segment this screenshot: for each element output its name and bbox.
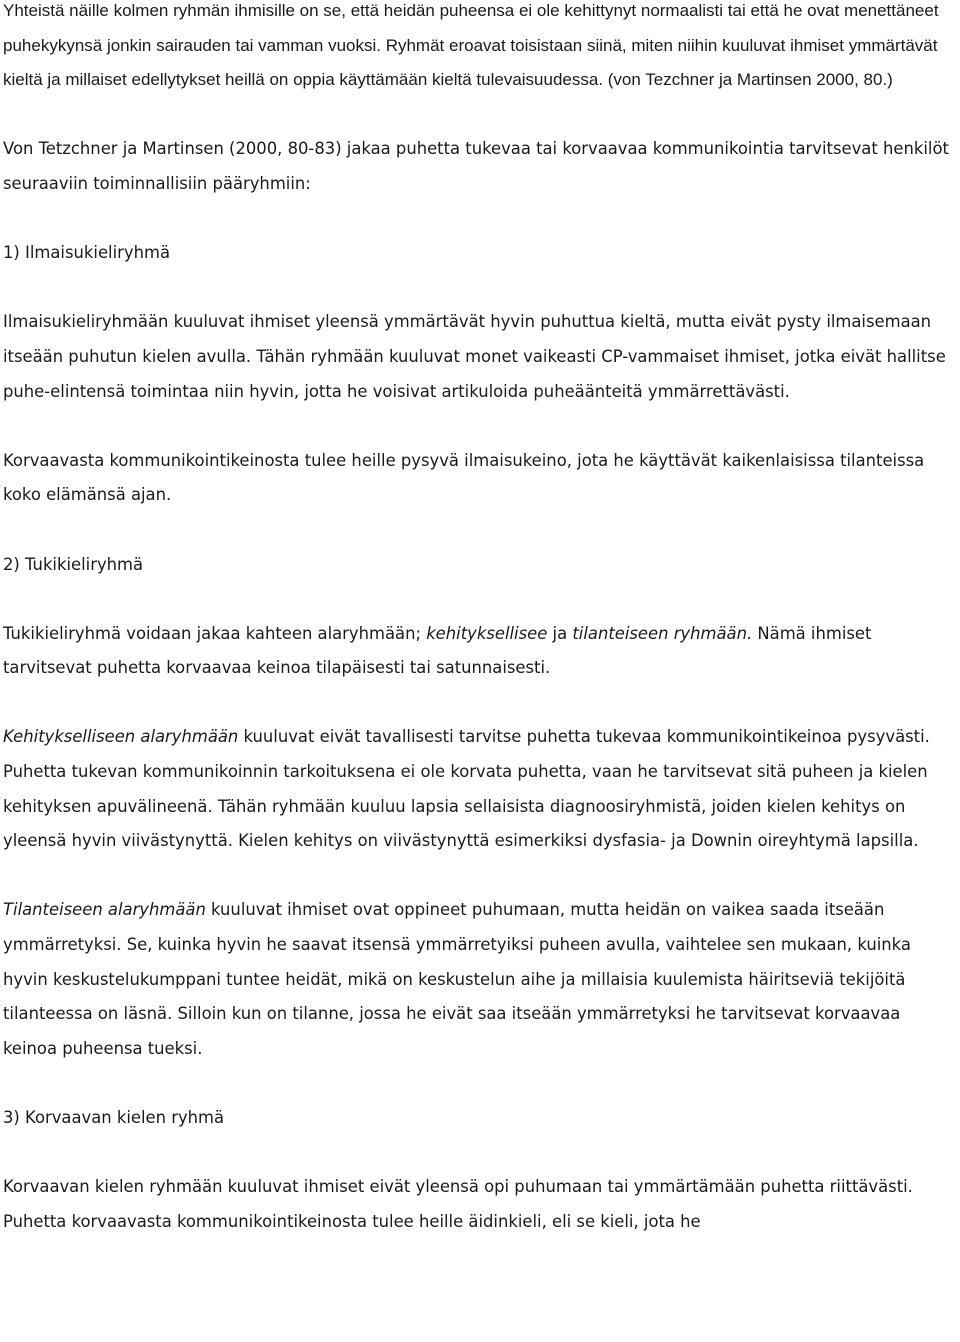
paragraph-supportive-language-group bbox=[3, 617, 957, 686]
text-span: Tukikieliryhmä voidaan jakaa kahteen alaryhmään; bbox=[3, 623, 427, 643]
paragraph-alternative-language-group: Korvaavan kielen ryhmään kuuluvat ihmiset eivät yleensä opi puhumaan tai ymmärtämään puhetta riittävästi. Puhetta korvaavasta kommunikointikeinosta tulee heille äidinkieli, eli se kieli, jota he bbox=[3, 1177, 913, 1231]
paragraph-permanent-means: Korvaavasta kommunikointikeinosta tulee heille pysyvä ilmaisukeino, jota he käyttävät kaikenlaisissa tilanteissa koko elämänsä ajan. bbox=[3, 450, 925, 505]
heading-expressive-language-group: 1) Ilmaisukieliryhmä bbox=[3, 243, 170, 263]
italic-term-situational-subgroup: Tilanteiseen alaryhmään bbox=[3, 900, 206, 920]
paragraph-developmental-subgroup bbox=[3, 720, 957, 858]
document-page bbox=[3, 0, 957, 1239]
heading-supportive-language-group: 2) Tukikieliryhmä bbox=[3, 554, 144, 574]
italic-term-developmental-subgroup: Kehitykselliseen alaryhmään bbox=[3, 727, 239, 747]
paragraph-classification: Von Tetzchner ja Martinsen (2000, 80-83) jakaa puhetta tukevaa tai korvaavaa kommunikointia tarvitsevat henkilöt seuraaviin toiminnallisiin pääryhmiin: bbox=[3, 139, 949, 193]
text-span: ja bbox=[547, 623, 573, 643]
paragraph-expressive-language-group: Ilmaisukieliryhmään kuuluvat ihmiset yleensä ymmärtävät hyvin puhuttua kieltä, mutta eivät pysty ilmaisemaan itseään puhutun kielen avulla. Tähän ryhmään kuuluvat monet vaikeasti CP-vammaiset ihmiset, jotka eivät hallitse puhe-elintensä toimintaa niin hyvin, jotta he voisivat artikuloida puheäänteitä ymmärrettävästi. bbox=[3, 312, 946, 401]
italic-term-developmental: kehityksellisee bbox=[426, 623, 548, 643]
heading-alternative-language-group: 3) Korvaavan kielen ryhmä bbox=[3, 1108, 225, 1127]
italic-term-situational: tilanteiseen ryhmään. bbox=[572, 623, 753, 643]
paragraph-intro: Yhteistä näille kolmen ryhmän ihmisille on se, että heidän puheensa ei ole kehittynyt normaalisti tai että he ovat menettäneet puhekykynsä jonkin sairauden tai vamman vuoksi. Ryhmät eroavat toisistaan siinä, miten niihin kuuluvat ihmiset ymmärtävät kieltä ja millaiset edellytykset heillä on oppia käyttämään kieltä tulevaisuudessa. (von Tezchner ja Martinsen 2000, 80.) bbox=[3, 1, 939, 90]
paragraph-situational-subgroup bbox=[3, 893, 957, 1066]
text-span: kuuluvat eivät tavallisesti tarvitse puhetta tukevaa kommunikointikeinoa pysyvästi. Puhetta tukevan kommunikoinnin tarkoituksena ei ole korvata puhetta, vaan he tarvitsevat sitä puheen ja kielen kehityksen apuvälineenä. Tähän ryhmään kuuluu lapsia sellaisista diagnoosiryhmistä, joiden kielen kehitys on yleensä hyvin viivästynyttä. Kielen kehitys on viivästynyttä esimerkiksi dysfasia- ja Downin oireyhtymä lapsilla. bbox=[3, 727, 930, 851]
text-span: Nämä ihmiset tarvitsevat puhetta korvaavaa keinoa tilapäisesti tai satunnaisesti. bbox=[3, 623, 872, 678]
text-span: kuuluvat ihmiset ovat oppineet puhumaan, mutta heidän on vaikea saada itseään ymmärretyksi. Se, kuinka hyvin he saavat itsensä ymmärretyiksi puheen avulla, vaihtelee sen mukaan, kuinka hyvin keskustelukumppani tuntee heidät, mikä on keskustelun aihe ja millaisia kuulemista häiritseviä tekijöitä tilanteessa on läsnä. Silloin kun on tilanne, jossa he eivät saa itseään ymmärretyksi he tarvitsevat korvaavaa keinoa puheensa tueksi. bbox=[3, 900, 911, 1058]
